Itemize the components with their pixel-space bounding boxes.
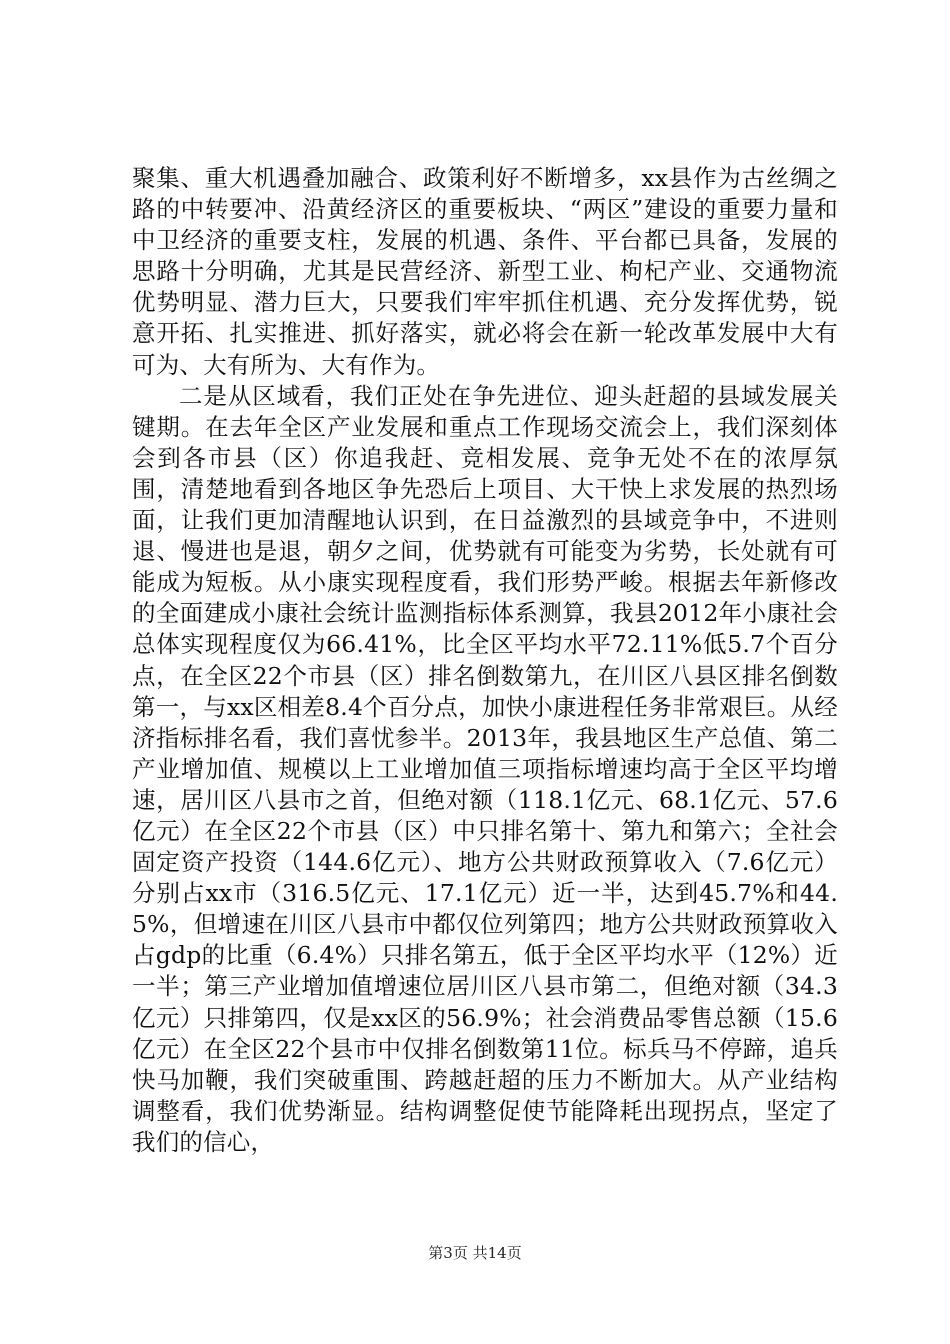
paragraph-continuation: 聚集、重大机遇叠加融合、政策利好不断增多，xx县作为古丝绸之路的中转要冲、沿黄经济区的重要板块、“两区”建设的重要力量和中卫经济的重要支柱，发展的机遇、条件、平台都已具备，发展的思路十分明确，尤其是民营经济、新型工业、枸杞产业、交通物流优势明显、潜力巨大，只要我们牢牢抓住机遇、充分发挥优势，锐意开拓、扎实推进、抓好落实，就必将会在新一轮改革发展中大有可为、大有所为、大有作为。 — [132, 164, 838, 379]
paragraph-regional-analysis: 二是从区域看，我们正处在争先进位、迎头赶超的县域发展关键期。在去年全区产业发展和重点工作现场交流会上，我们深刻体会到各市县（区）你追我赶、竞相发展、竞争无处不在的浓厚氛围，清楚地看到各地区争先恐后上项目、大干快上求发展的热烈场面，让我们更加清醒地认识到，在日益激烈的县域竞争中，不进则退、慢进也是退，朝夕之间，优势就有可能变为劣势，长处就有可能成为短板。从小康实现程度看，我们形势严峻。根据去年新修改的全面建成小康社会统计监测指标体系测算，我县2012年小康社会总体实现程度仅为66.41%，比全区平均水平72.11%低5.7个百分点，在全区22个市县（区）排名倒数第九，在川区八县区排名倒数第一，与xx区相差8.4个百分点，加快小康进程任务非常艰巨。从经济指标排名看，我们喜忧参半。2013年，我县地区生产总值、第二产业增加值、规模以上工业增加值三项指标增速均高于全区平均增速，居川区八县市之首，但绝对额（118.1亿元、68.1亿元、57.6亿元）在全区22个市县（区）中只排名第十、第九和第六；全社会固定资产投资（144.6亿元）、地方公共财政预算收入（7.6亿元）分别占xx市（316.5亿元、17.1亿元）近一半，达到45.7%和44.5%，但增速在川区八县市中都仅位列第四；地方公共财政预算收入占gdp的比重（6.4%）只排名第五，低于全区平均水平（12%）近一半；第三产业增加值增速位居川区八县市第二，但绝对额（34.3亿元）只排第四，仅是xx区的56.9%；社会消费品零售总额（15.6亿元）在全区22个县市中仅排名倒数第11位。标兵马不停蹄，追兵快马加鞭，我们突破重围、跨越赶超的压力不断加大。从产业结构调整看，我们优势渐显。结构调整促使节能降耗出现拐点，坚定了我们的信心， — [132, 381, 838, 1156]
page-footer: 第3页 共14页 — [428, 1244, 522, 1262]
document-body — [132, 163, 838, 1158]
